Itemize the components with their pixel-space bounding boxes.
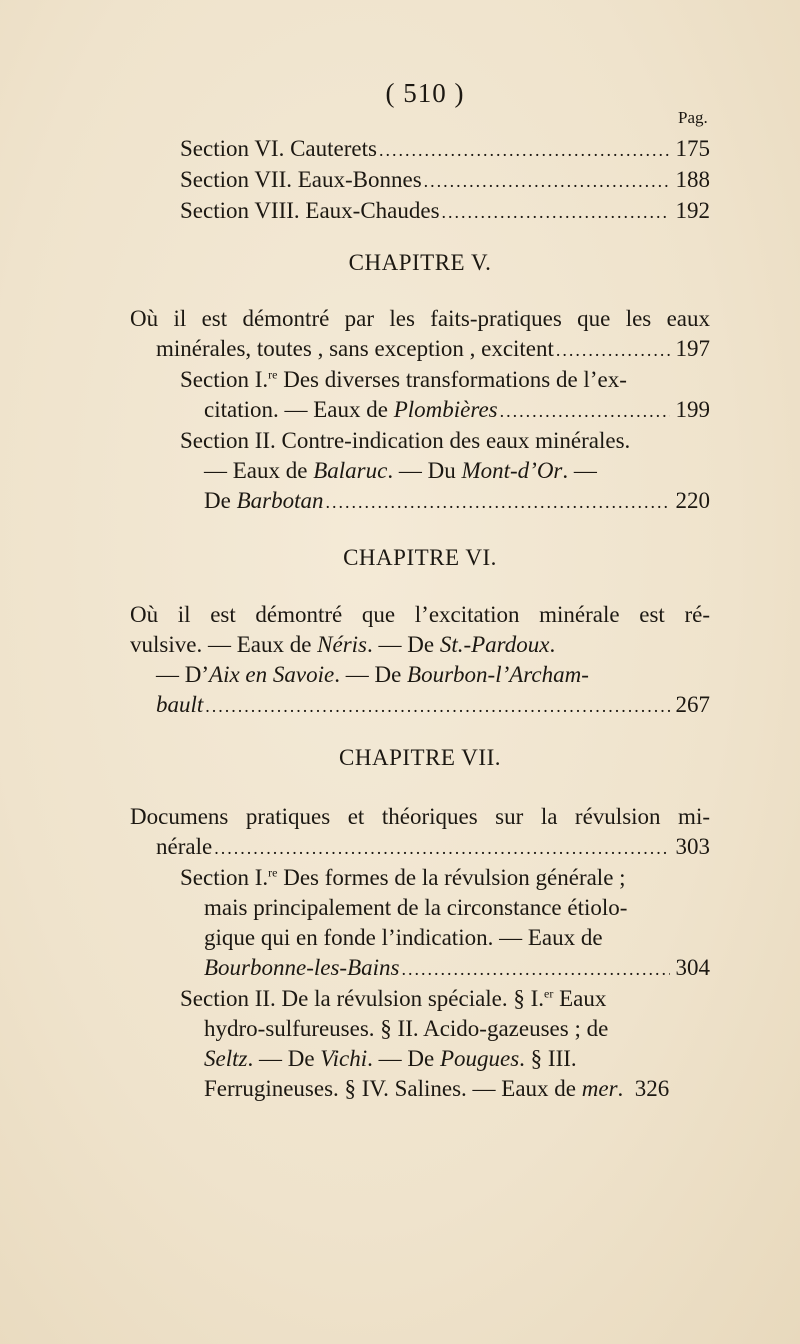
section-text: vulsive. — Eaux de	[130, 632, 318, 657]
place-name: bault	[156, 692, 204, 717]
place-name: Vichi	[320, 1046, 368, 1071]
toc-entry-page: 303	[675, 834, 710, 859]
section-text: . § III.	[519, 1046, 577, 1071]
toc-entry	[130, 1074, 710, 1104]
chapter-heading-7: CHAPITRE VII.	[339, 745, 501, 770]
section-text: . — De	[367, 1046, 440, 1071]
toc-entry-label: Section VIII. Eaux-Chaudes	[180, 198, 440, 223]
section-text: — Eaux de	[204, 458, 314, 483]
toc-entry-page: 197	[675, 336, 710, 361]
dot-leader	[442, 197, 670, 227]
toc-entry	[130, 334, 710, 365]
section-line	[130, 863, 710, 893]
chapter-intro-line: nérale	[156, 834, 213, 859]
section-line	[130, 456, 710, 486]
section-text	[204, 395, 498, 425]
section-text: Section I.	[180, 367, 269, 392]
chapter-intro-line: Où il est démontré par les faits-pratiques que les eaux	[130, 306, 710, 331]
place-name: Balaruc	[313, 458, 388, 483]
section-text: Des diverses transformations de l’ex-	[277, 367, 627, 392]
section-text: . — De	[334, 662, 408, 687]
toc-entry	[130, 196, 710, 227]
chapter-intro-line: Où il est démontré que l’excitation minérale est ré-	[130, 602, 710, 627]
place-name: Barbotan	[236, 488, 324, 513]
dot-leader	[424, 166, 670, 196]
place-name: Plombières	[393, 397, 498, 422]
section-text: . — De	[247, 1046, 321, 1071]
section-text: Eaux	[553, 986, 607, 1011]
section-text: . —	[562, 458, 597, 483]
dot-leader	[556, 335, 670, 365]
section-text: De	[204, 488, 237, 513]
section-line: gique qui en fonde l’indication. — Eaux de	[204, 925, 603, 950]
pag-column-label: Pag.	[678, 108, 708, 127]
toc-top-sections	[130, 134, 710, 227]
dot-leader	[325, 487, 670, 517]
section-line: mais principalement de la circonstance étiolo-	[204, 895, 628, 920]
toc-entry-page: 192	[675, 198, 710, 223]
chapter-intro-line	[130, 630, 710, 660]
section-line	[130, 365, 710, 395]
toc-entry-page: 304	[675, 955, 710, 980]
section-line: hydro-sulfureuses. § II. Acido-gazeuses ; de	[204, 1016, 609, 1041]
dot-leader	[214, 833, 670, 863]
place-name: Mont-d’Or	[461, 458, 563, 483]
toc-entry	[130, 134, 710, 165]
place-name: Bourbon-l’Archam-	[407, 662, 589, 687]
toc-entry-page: 175	[675, 136, 710, 161]
dot-leader	[500, 396, 670, 426]
place-name: Néris	[317, 632, 367, 657]
section-text: . — De	[367, 632, 440, 657]
section-text: — D’	[156, 662, 210, 687]
page-number: ( 510 )	[385, 78, 465, 108]
toc-entry-page: 199	[675, 397, 710, 422]
section-line	[130, 1044, 710, 1074]
chapter-intro-line: Documens pratiques et théoriques sur la révulsion mi-	[130, 804, 710, 829]
chapter-6-entries	[130, 600, 710, 721]
section-text: Section I.	[180, 865, 269, 890]
superscript: er	[544, 986, 554, 1001]
chapter-intro-line	[130, 660, 710, 690]
toc-entry	[130, 832, 710, 863]
section-line: Section II. Contre-indication des eaux minérales.	[180, 428, 631, 453]
section-text: Section II. De la révulsion spéciale. § I.	[180, 986, 545, 1011]
place-name: St.-Pardoux	[439, 632, 550, 657]
toc-entry-page: 326	[634, 1076, 670, 1101]
section-text: citation. — Eaux de	[204, 397, 394, 422]
place-name: Pougues	[439, 1046, 520, 1071]
section-text: .	[549, 632, 556, 657]
chapter-heading-6: CHAPITRE VI.	[343, 545, 497, 570]
toc-entry-page: 188	[675, 167, 710, 192]
section-text	[204, 1074, 623, 1104]
toc-entry	[130, 690, 710, 721]
dot-leader	[401, 954, 670, 984]
place-name: Aix en Savoie	[209, 662, 335, 687]
place-name: mer	[581, 1076, 618, 1101]
chapter-7-entries	[130, 802, 710, 1104]
place-name: Seltz	[204, 1046, 248, 1071]
section-text: .	[617, 1076, 624, 1101]
chapter-5-entries	[130, 304, 710, 517]
place-name: Bourbonne-les-Bains	[204, 955, 400, 980]
toc-entry-page: 267	[675, 692, 710, 717]
toc-entry-label: Section VII. Eaux-Bonnes	[180, 167, 422, 192]
toc-entry	[130, 486, 710, 517]
section-line	[130, 984, 710, 1014]
toc-entry-label: Section VI. Cauterets	[180, 136, 377, 161]
section-text: Ferrugineuses. § IV. Salines. — Eaux de	[204, 1076, 582, 1101]
section-text: Des formes de la révulsion générale ;	[277, 865, 626, 890]
dot-leader	[205, 691, 670, 721]
toc-entry-page: 220	[675, 488, 710, 513]
toc-entry	[130, 165, 710, 196]
dot-leader	[379, 135, 670, 165]
chapter-intro-line: minérales, toutes , sans exception , excitent	[156, 336, 554, 361]
superscript: re	[268, 865, 278, 880]
section-text: . — Du	[387, 458, 462, 483]
toc-entry	[130, 395, 710, 426]
section-text	[204, 486, 323, 516]
toc-entry	[130, 953, 710, 984]
superscript: re	[268, 367, 278, 382]
chapter-heading-5: CHAPITRE V.	[348, 250, 492, 275]
